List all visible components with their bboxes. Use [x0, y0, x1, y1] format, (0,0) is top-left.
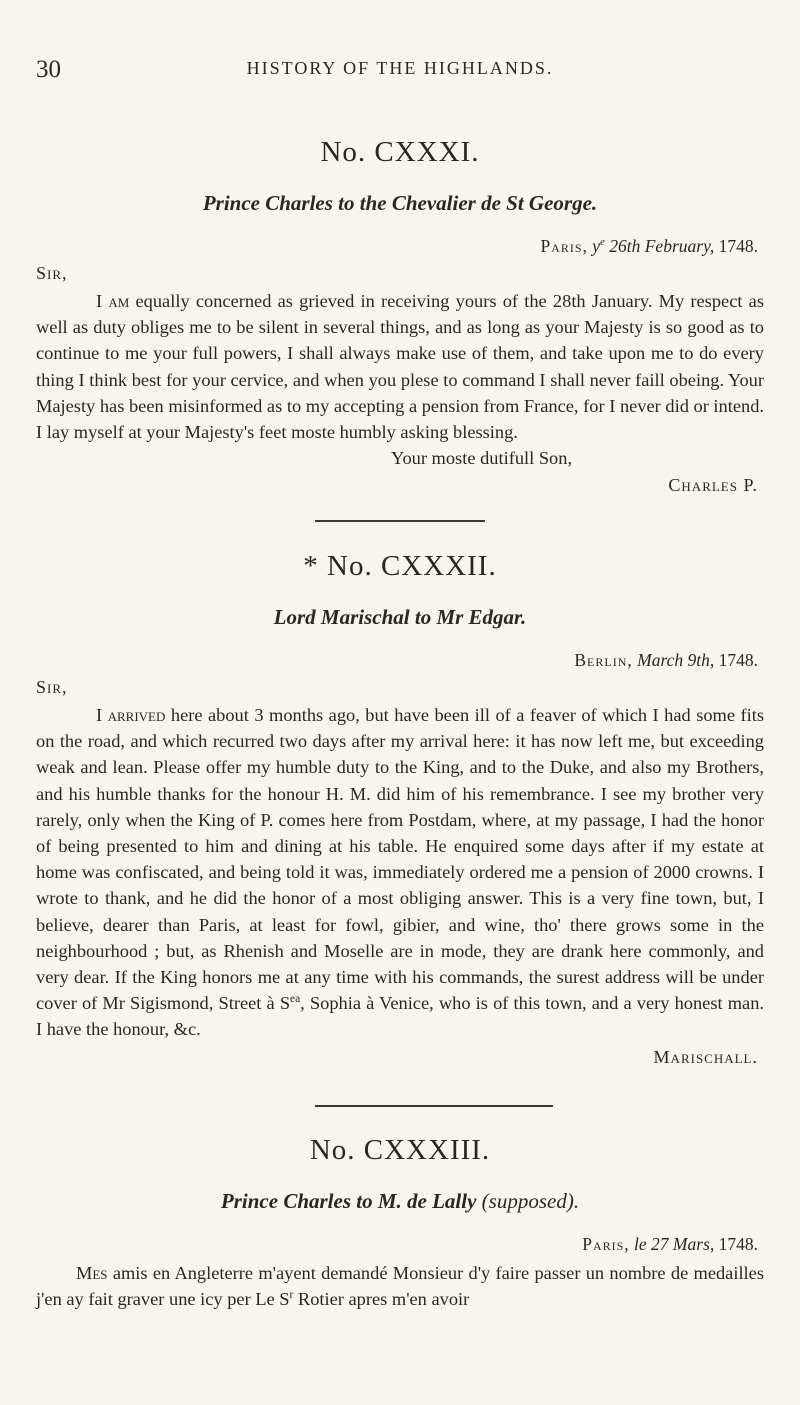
body-superscript: r — [289, 1289, 294, 1302]
dateline-date — [592, 236, 714, 256]
closing: Your moste dutifull Son, — [391, 448, 573, 469]
body-superscript: ea — [290, 993, 301, 1006]
dateline-date: le 27 Mars, — [629, 1234, 715, 1254]
letter-body — [36, 1260, 764, 1312]
dateline-place: Berlin, — [574, 650, 633, 670]
dateline-date-prefix: y — [592, 236, 601, 256]
signature: Marischall. — [653, 1046, 758, 1067]
dateline-date-main: 26th February, — [604, 236, 715, 256]
dateline — [36, 232, 764, 260]
letter-body — [36, 288, 764, 445]
body-lead: I arrived — [96, 705, 166, 725]
salutation: Sir, — [36, 263, 68, 283]
body-text: amis en Angleterre m'ayent demandé Monsieur d'y faire passer un nombre de medailles j'en ay fait graver une icy per Le S — [36, 1263, 764, 1310]
letter-number: No. CXXXIII. — [309, 1134, 491, 1166]
dateline-date-superscript: e — [600, 236, 605, 249]
signature: Charles P. — [668, 475, 758, 496]
dateline-year: 1748. — [714, 1234, 758, 1254]
letter-title-note: (supposed). — [481, 1189, 580, 1213]
letter-131 — [36, 132, 764, 499]
body-text-continued: Rotier apres m'en avoir — [293, 1289, 470, 1310]
dateline-year: 1748. — [714, 650, 758, 670]
dateline — [36, 1230, 764, 1258]
running-head — [36, 56, 764, 86]
salutation: Sir, — [36, 677, 68, 697]
running-title: HISTORY OF THE HIGHLANDS. — [246, 58, 554, 78]
body-text-continued: , Sophia à Venice, who is of this town, and a very honest man. I have the honour, &c. — [36, 993, 764, 1040]
letter-title — [36, 1184, 764, 1218]
letter-title: Lord Marischal to Mr Edgar. — [273, 605, 527, 629]
section-divider — [315, 1105, 553, 1107]
dateline-place: Paris, — [582, 1234, 630, 1254]
section-divider — [315, 520, 485, 522]
letter-title-main: Prince Charles to M. de Lally — [220, 1189, 482, 1213]
body-lead: I am — [96, 291, 130, 311]
body-text: here about 3 months ago, but have been ill of a feaver of which I had some fits on the road, and which recurred two days after my arrival here: it has now left me, but exceeding weak and lean. Please offer my humble duty to the King, and to the Duke, and also my Brothers, and his humble thanks for the honour H. M. did him of his remembrance. I see my brother very rarely, only when the King of P. comes here from Postdam, where, at my passage, I had the honor of being presented to him and dining at his table. He enquired some days after if my estate at home was confiscated, and being told it was, immediately ordered me a pension of 2000 crowns. I wrote to thank, and he did the honor of a most obliging answer. This is a very fine town, but, I believe, dearer than Paris, at least for fowl, gibier, and wine, tho' there grows some in the neighbourhood ; but, as Rhenish and Moselle are in mode, they are drank here commonly, and very dear. If the King honors me at any time with his commands, the surest address will be under cover of Mr Sigismond, Street à S — [36, 705, 765, 1014]
body-lead: Mes — [76, 1263, 108, 1283]
letter-133 — [36, 1130, 764, 1312]
letter-number: * No. CXXXII. — [303, 550, 497, 582]
dateline-date: March 9th, — [632, 650, 715, 670]
page-number: 30 — [36, 56, 61, 83]
dateline-year: 1748. — [714, 236, 758, 256]
letter-title: Prince Charles to the Chevalier de St George. — [202, 191, 598, 215]
dateline — [36, 646, 764, 674]
dateline-place: Paris, — [540, 236, 588, 256]
letter-number: No. CXXXI. — [320, 136, 480, 168]
letter-body — [36, 702, 764, 1043]
letter-132 — [36, 546, 764, 1071]
body-text: equally concerned as grieved in receiving yours of the 28th January. My respect as well as duty obliges me to be silent in several things, and as long as your Majesty is so good as to continue to me your full powers, I shall always make use of them, and take upon me to do every thing I think best for your cervice, and when you plese to command I shall never faill obeing. Your Majesty has been misinformed as to my accepting a pension from France, for I never did or intend. I lay myself at your Majesty's feet moste humbly asking blessing. — [36, 291, 764, 443]
